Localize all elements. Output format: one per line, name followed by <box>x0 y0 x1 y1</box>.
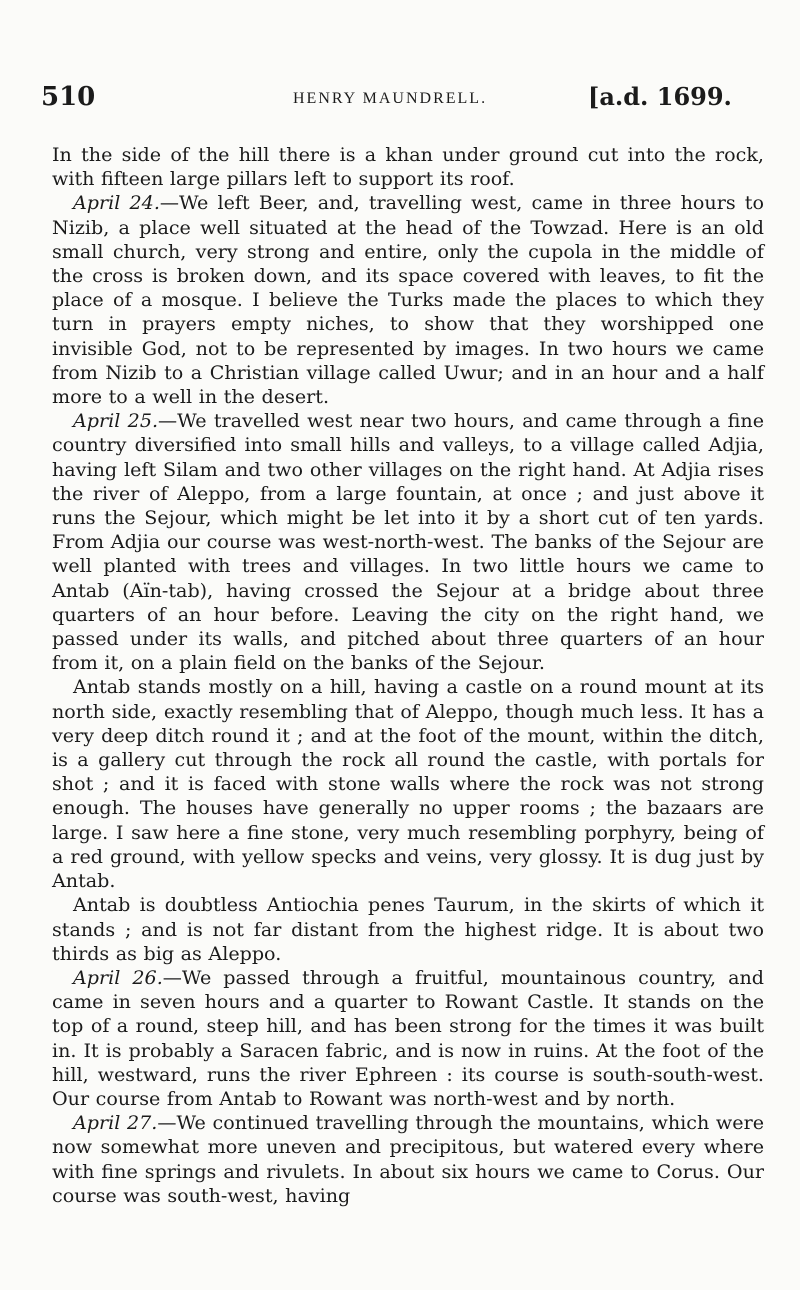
paragraph-text: —We left Beer, and, travelling west, came in three hours to Nizib, a place well situated at the head of the Towzad. Here is an old small church, very strong and entire, only the cupola in the middle of the cross is broken down, and its space covered with leaves, to fit the place of a mosque. I believe the Turks made the places to which they turn in prayers empty niches, to show that they worshipped one invisible God, not to be represented by images. In two hours we came from Nizib to a Christian village called Uwur; and in an hour and a half more to a well in the desert. <box>52 191 764 409</box>
paragraph-text: Antab is doubtless Antiochia penes Taurum, in the skirts of which it stands ; and is not far distant from the highest ridge. It is about two thirds as big as Aleppo. <box>52 893 764 965</box>
entry-date: April 26. <box>73 965 163 989</box>
paragraph <box>52 893 764 966</box>
paragraph-text: —We travelled west near two hours, and came through a fine country diversified into small hills and valleys, to a village called Adjia, having left Silam and two other villages on the right hand. At Adjia rises the river of Aleppo, from a large fountain, at once ; and just above it runs the Sejour, which might be let into it by a short cut of ten yards. From Adjia our course was west-north-west. The banks of the Sejour are well planted with trees and villages. In two little hours we came to Antab (Aïn-tab), having crossed the Sejour at a bridge about three quarters of an hour before. Leaving the city on the right hand, we passed under its walls, and pitched about three quarters of an hour from it, on a plain field on the banks of the Sejour. <box>52 409 764 675</box>
page-header <box>0 82 800 122</box>
entry-date: April 25. <box>73 409 159 433</box>
paragraph <box>52 191 764 409</box>
paragraph-text: —We continued travelling through the mountains, which were now somewhat more uneven and precipitous, but watered every where with fine springs and rivulets. In about six hours we came to Corus. Our course was south-west, having <box>52 1111 764 1207</box>
paragraph <box>52 1111 764 1208</box>
paragraph <box>52 409 764 675</box>
running-date: [a.d. 1699. <box>588 82 732 111</box>
entry-date: April 24. <box>73 191 160 215</box>
paragraph <box>52 966 764 1111</box>
paragraph <box>52 143 764 191</box>
body-text <box>52 143 764 1208</box>
entry-date: April 27. <box>73 1111 158 1135</box>
paragraph <box>52 675 764 893</box>
paragraph-text: Antab stands mostly on a hill, having a castle on a round mount at its north side, exactly resembling that of Aleppo, though much less. It has a very deep ditch round it ; and at the foot of the mount, within the ditch, is a gallery cut through the rock all round the castle, with portals for shot ; and it is faced with stone walls where the rock was not strong enough. The houses have generally no upper rooms ; the bazaars are large. I saw here a fine stone, very much resembling porphyry, being of a red ground, with yellow specks and veins, very glossy. It is dug just by Antab. <box>52 675 764 893</box>
page-number: 510 <box>41 82 96 112</box>
paragraph-text: In the side of the hill there is a khan under ground cut into the rock, with fifteen large pillars left to support its roof. <box>52 143 764 191</box>
running-head: HENRY MAUNDRELL. <box>293 90 488 107</box>
paragraph-text: —We passed through a fruitful, mountainous country, and came in seven hours and a quarter to Rowant Castle. It stands on the top of a round, steep hill, and has been strong for the times it was built in. It is probably a Saracen fabric, and is now in ruins. At the foot of the hill, westward, runs the river Ephreen : its course is south-south-west. Our course from Antab to Rowant was north-west and by north. <box>52 965 764 1110</box>
